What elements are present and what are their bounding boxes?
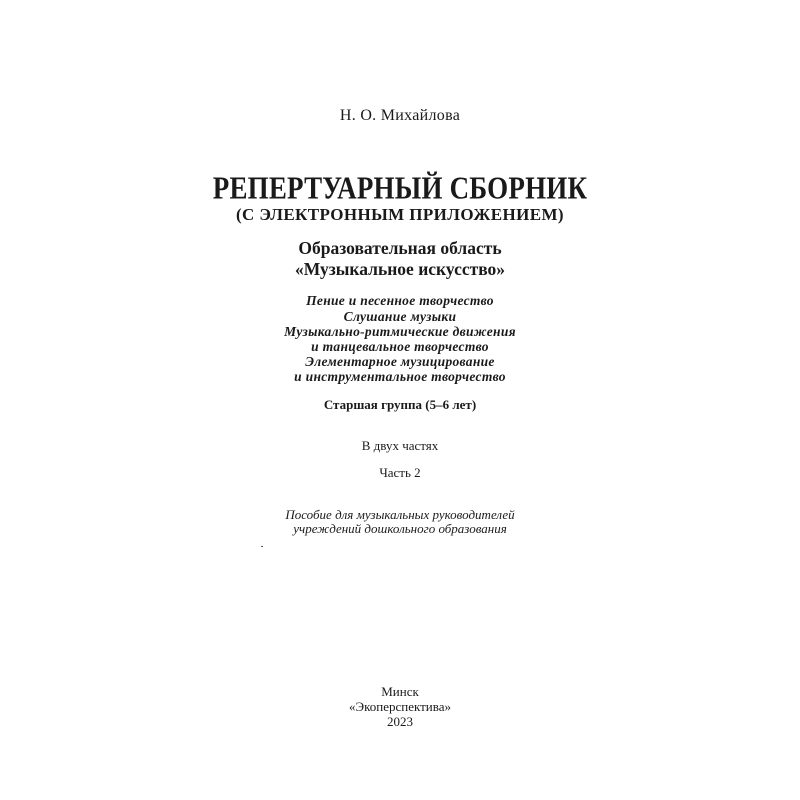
educational-area-label: Образовательная область (298, 238, 502, 258)
publisher-name: «Экоперспектива» (349, 699, 451, 714)
publication-city: Минск (381, 684, 419, 699)
parts-info: В двух частях (361, 438, 439, 453)
topic-line: и инструментальное творчество (294, 369, 506, 384)
purpose-line: Пособие для музыкальных руководителей (285, 507, 515, 522)
part-number: Часть 2 (379, 465, 421, 480)
publication-year: 2023 (387, 714, 413, 729)
educational-area-name: «Музыкальное искусство» (294, 259, 506, 279)
topic-line: Музыкально-ритмические движения (284, 324, 516, 339)
purpose-line: учреждений дошкольного образования (293, 521, 507, 536)
book-subtitle: (С ЭЛЕКТРОННЫМ ПРИЛОЖЕНИЕМ) (236, 205, 564, 224)
age-group: Старшая группа (5–6 лет) (323, 397, 477, 412)
topic-line: Пение и песенное творчество (306, 293, 494, 308)
book-title: РЕПЕРТУАРНЫЙ СБОРНИК (212, 170, 588, 206)
print-speck (261, 546, 263, 547)
topic-line: Элементарное музицирование (305, 354, 495, 369)
topic-line: и танцевальное творчество (311, 339, 489, 354)
author-name: Н. О. Михайлова (339, 107, 461, 124)
topic-line: Слушание музыки (343, 309, 457, 324)
